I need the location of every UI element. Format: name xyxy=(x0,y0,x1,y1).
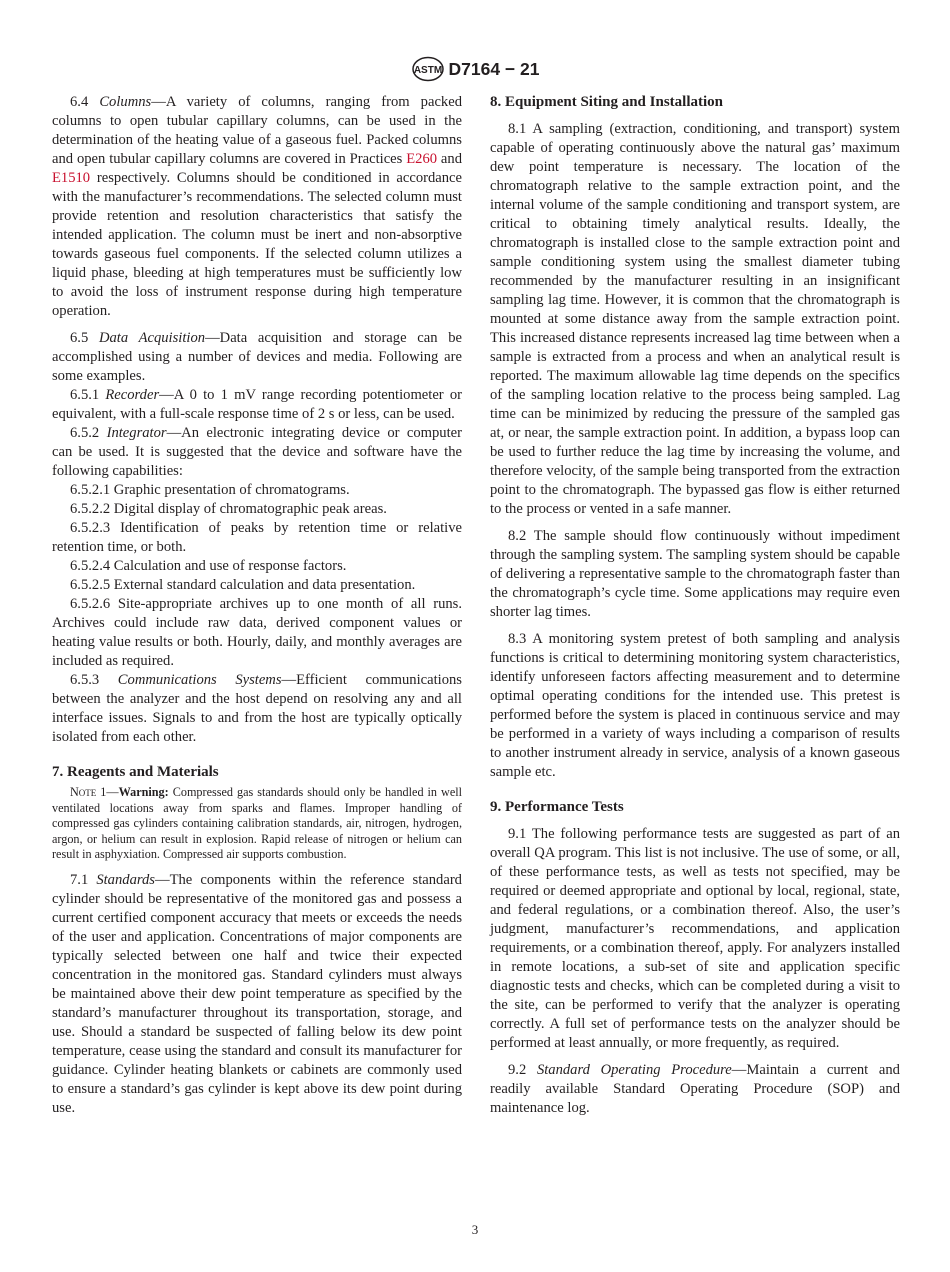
paragraph-9-1: 9.1 The following performance tests are suggested as part of an overall QA program. This list is not inclusive. The use of some, or all, of these performance tests, as well as tests not specified, may be required or deemed appropriate and optional by local, regional, state, and federal regulations, or a combination thereof. Also, the user’s judgment, manufacturer’s recommendations, and application requirements, or a combination thereof, apply. For analyzers installed in remote locations, a sub-set of site and application specific diagnostic tests and checks, which can be completed during a visit to the site, can be performed to verify that the analyzer is operating correctly. A full set of performance tests on the analyzer should be performed at least annually, or more frequently, as required. xyxy=(490,826,900,1051)
section-heading-8: 8. Equipment Siting and Installation xyxy=(490,94,723,110)
list-item: 6.5.2.6 Site-appropriate archives up to one month of all runs. Archives could include raw data, derived component values or heating value results or both. Hourly, daily, and monthly averages are included as required. xyxy=(52,596,462,669)
svg-text:ASTM: ASTM xyxy=(413,65,442,76)
document-designation: D7164 − 21 xyxy=(448,58,540,79)
paragraph-8-2: 8.2 The sample should flow continuously without impediment through the sampling system. The sampling system should be capable of delivering a representative sample to the chromatograph faster than the chromatograph’s cycle time. Some applications may require even shorter lag times. xyxy=(490,528,900,620)
note-1: Note 1—Warning: Compressed gas standards should only be handled in well ventilated locations away from sparks and flames. Improper handling of compressed gas cylinders containing calibration standards, air, nitrogen, hydrogen, argon, or helium can result in explosion. Rapid release of nitrogen or helium can result in asphyxiation. Compressed air supports combustion. xyxy=(52,785,463,861)
link-e260[interactable]: E260 xyxy=(406,151,438,167)
right-column xyxy=(490,93,900,1118)
left-column xyxy=(52,93,462,1118)
link-e1510[interactable]: E1510 xyxy=(52,170,91,186)
page-number: 3 xyxy=(471,1222,479,1237)
section-heading-9: 9. Performance Tests xyxy=(490,799,624,815)
paragraph-6-5-2: 6.5.2 Integrator—An electronic integrating device or computer can be used. It is suggested that the device and software have the following capabilities: xyxy=(52,425,462,479)
list-item: 6.5.2.4 Calculation and use of response factors. xyxy=(70,558,347,574)
paragraph-6-4: 6.4 Columns—A variety of columns, ranging from packed columns to open tubular capillary columns, can be used in the determination of the heating value of a gaseous fuel. Packed columns and open tubular capillary columns are covered in Practices E260 and E1510 respectively. Columns should be conditioned in accordance with the manufacturer’s recommendations. The selected column must provide retention and resolution characteristics that satisfy the intended application. The column must be inert and non-absorptive towards gaseous fuel components. If the selected column utilizes a liquid phase, bleeding at high temperatures must be sufficiently low to avoid the loss of instrument response during high temperature operation. xyxy=(52,94,463,319)
list-item: 6.5.2.2 Digital display of chromatographic peak areas. xyxy=(70,501,387,517)
section-heading-7: 7. Reagents and Materials xyxy=(52,764,219,780)
paragraph-6-5-3: 6.5.3 Communications Systems—Efficient communications between the analyzer and the host depend on resolving any and all interface issues. Signals to and from the host are typically optically isolated from each other. xyxy=(52,672,462,745)
paragraph-6-5-1: 6.5.1 Recorder—A 0 to 1 mV range recording potentiometer or equivalent, with a full-scale response time of 2 s or less, can be used. xyxy=(52,387,462,422)
paragraph-6-5: 6.5 Data Acquisition—Data acquisition and storage can be accomplished using a number of devices and media. Following are some examples. xyxy=(52,330,462,384)
list-item: 6.5.2.3 Identification of peaks by retention time or relative retention time, or both. xyxy=(52,520,462,555)
paragraph-8-3: 8.3 A monitoring system pretest of both sampling and analysis functions is critical to determining monitoring system characteristics, identify unforeseen factors affecting measurement and to determine optimal operating conditions for the intended use. This pretest is performed before the system is placed in continuous service and may be performed in a variety of ways including a comparison of results to another instrument already in service, analysis of a known gaseous sample etc. xyxy=(490,631,900,780)
list-item: 6.5.2.5 External standard calculation and data presentation. xyxy=(70,577,416,593)
paragraph-7-1: 7.1 Standards—The components within the reference standard cylinder should be representative of the monitored gas and possess a current certified component accuracy that meets or exceeds the needs of the user and application. Concentrations of major components are typically selected between one half and twice their expected concentration in the monitored gas. Standard cylinders must always be maintained above their dew point temperature as specified by the standard’s manufacturer throughout its transportation, storage, and use. Should a standard be suspected of falling below its dew point temperature, cease using the standard and consult its manufacturer for guidance. Cylinder heating blankets or cabinets are commonly used to ensure a standard’s gas cylinder is kept above its dew point during use. xyxy=(52,871,462,1116)
astm-logo-icon xyxy=(411,56,445,82)
page-header xyxy=(0,56,950,82)
list-item: 6.5.2.1 Graphic presentation of chromatograms. xyxy=(70,482,350,498)
paragraph-9-2: 9.2 Standard Operating Procedure—Maintain a current and readily available Standard Operating Procedure (SOP) and maintenance log. xyxy=(490,1062,900,1116)
paragraph-8-1: 8.1 A sampling (extraction, conditioning, and transport) system capable of operating continuously above the natural gas’ maximum dew point temperature is necessary. The location of the chromatograph relative to the sample extraction point, and the internal volume of the sample conditioning and transport system, are critical to obtaining timely analytical results. Ideally, the chromatograph is installed close to the sample extraction point and sample conditioning system using the smallest diameter tubing recommended by the manufacturer resulting in an insignificant sampling lag time. However, it is common that the chromatograph is mounted at some distance away from the sample extraction point. This increased distance represents increased lag time between when a sample is extracted from a process and when an analytical result is reported. The maximum allowable lag time depends on the specifics of the sampling location relative to the process being sampled. Lag time can be minimized by reducing the pressure of the sampled gas at, or near, the sample extraction point. In addition, a bypass loop can be used to further reduce the lag time by increasing the volume, and therefore velocity, of the sample being transported from the extraction point to the chromatograph. The bypassed gas flow is either returned to the process or vented in a safe manner. xyxy=(490,121,900,517)
